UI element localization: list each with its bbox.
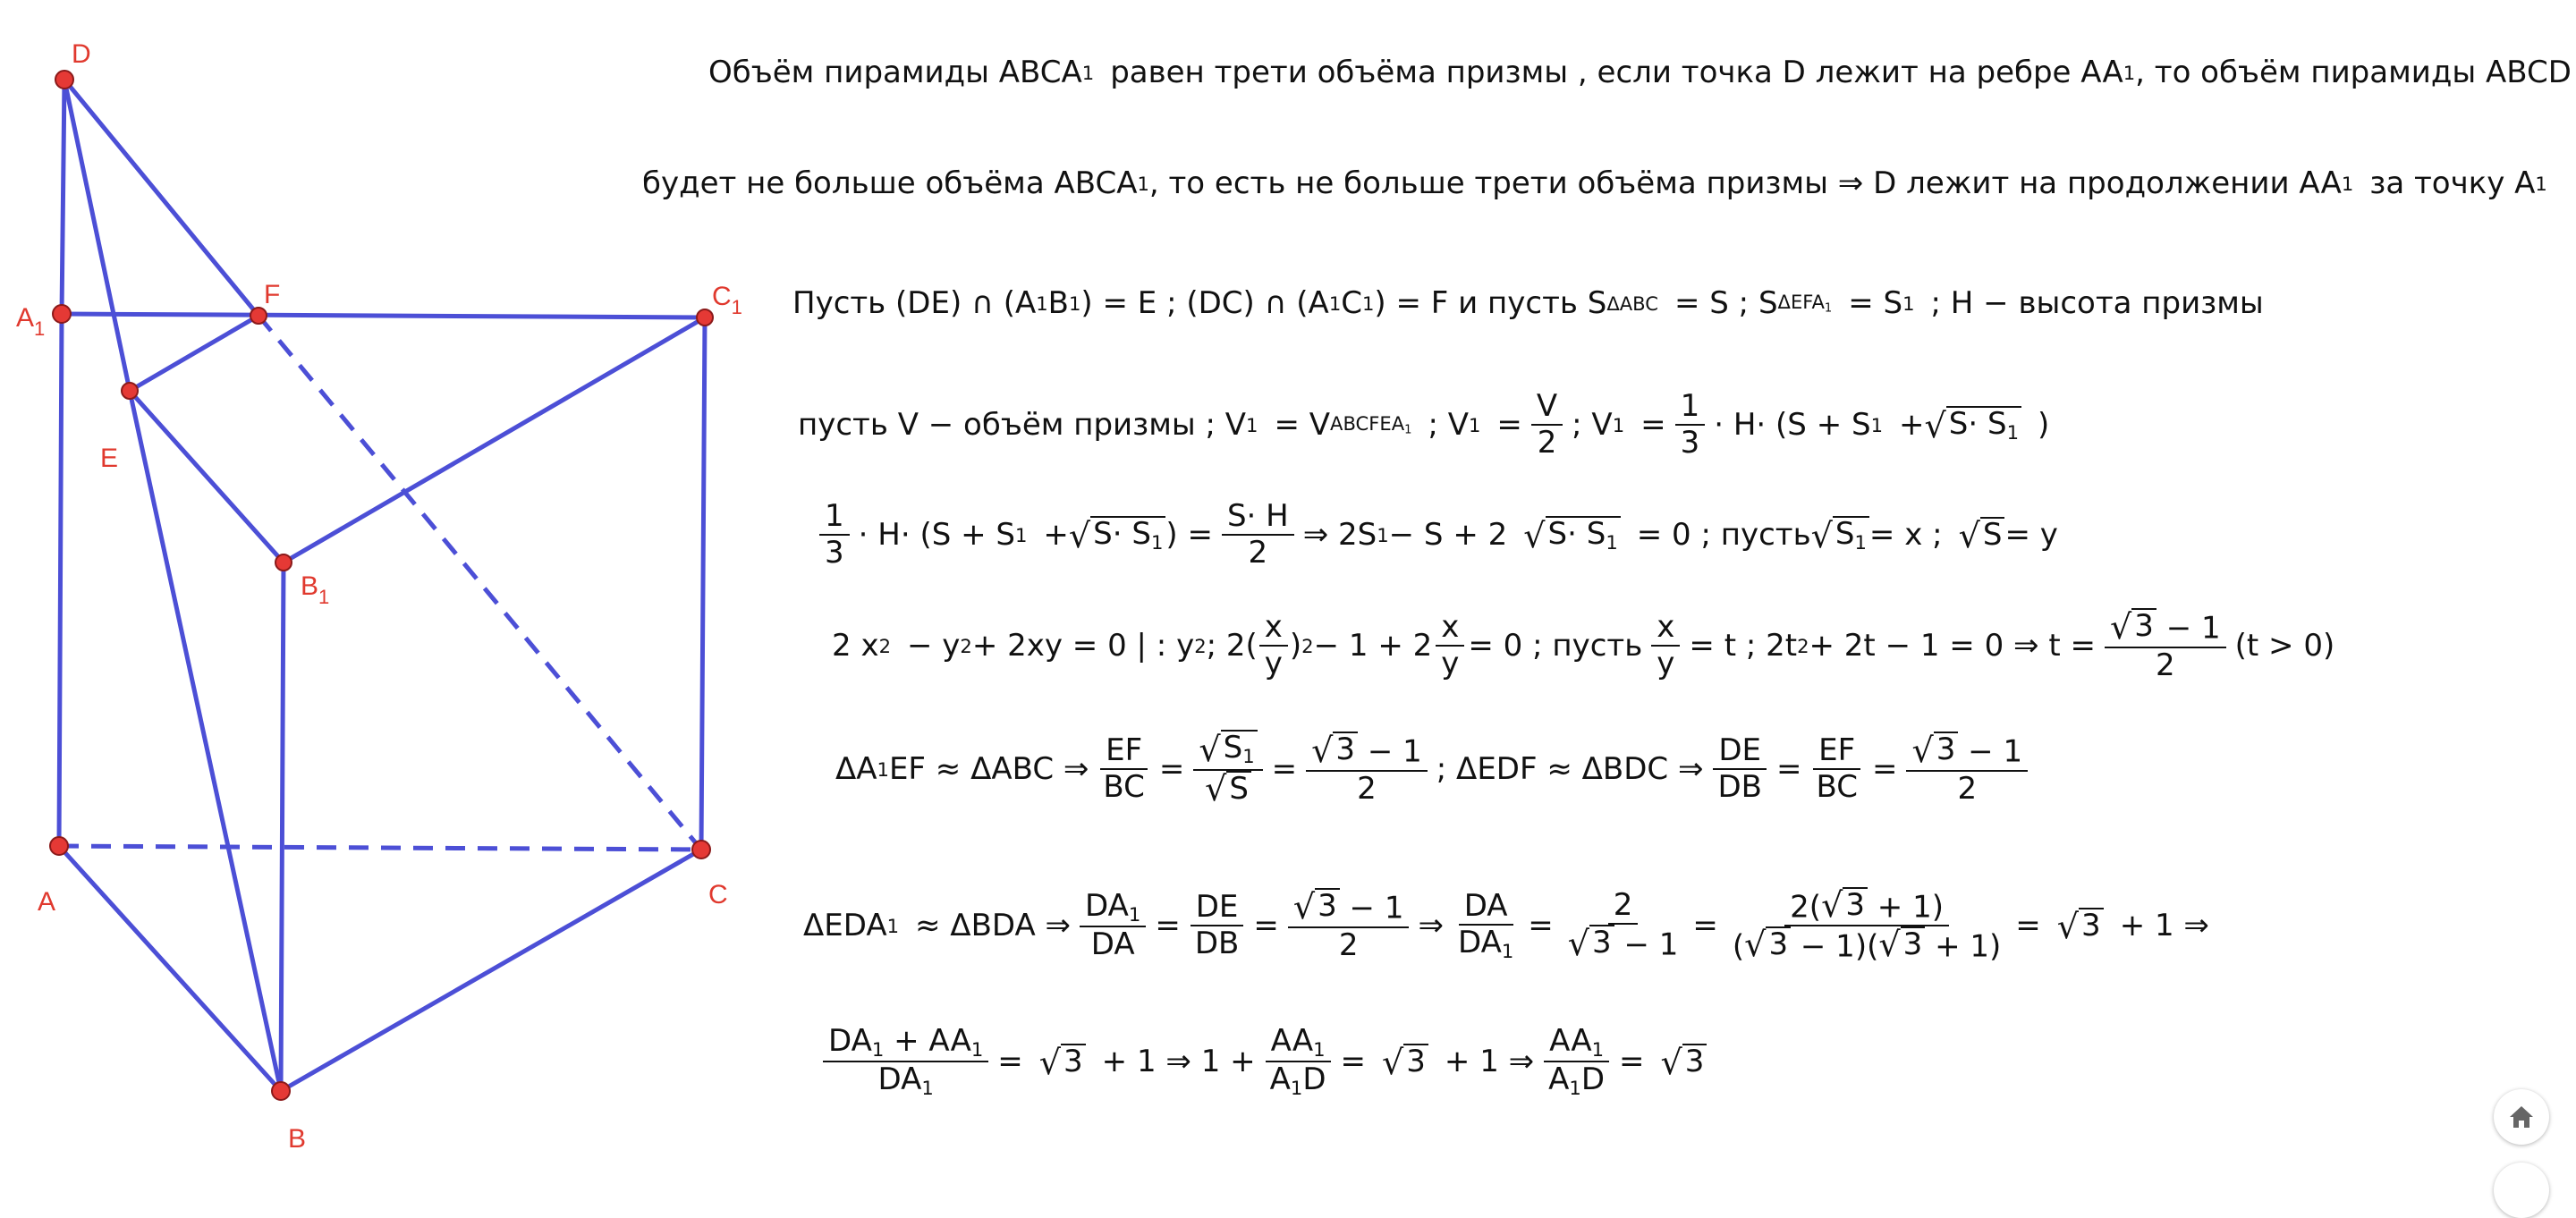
frac-DE-over-DB: $\frac{DE}{DB}$ [1712, 733, 1767, 805]
frac-V-over-2: $\frac{V}{2}$ [1531, 389, 1563, 461]
edge-A-A1 [59, 314, 62, 846]
label-A: A [38, 887, 56, 917]
edge-A1-C1 [62, 314, 705, 317]
frac-one-third: $\frac{1}{3}$ [1675, 389, 1706, 461]
label-C: C [708, 880, 728, 909]
edge-D-E [64, 80, 130, 391]
frac-AA1-over-A1D: $\frac{AA_1}{A_1D}$ [1265, 1024, 1332, 1099]
frac-DE-over-DB: $\frac{DE}{DB}$ [1190, 890, 1245, 961]
label-A1: $A_1$ [16, 303, 46, 340]
point-C1[interactable] [697, 309, 713, 326]
frac-DA1-plus-AA1-over-DA1: $\frac{DA_1 + AA_1}{DA_1}$ [823, 1024, 988, 1099]
text-line-6: 2 x 2 − y 2 + 2xy = 0 | : y 2 ; 2( $\frac{x}{y}$ ) 2 − 1 + 2 $\frac{x}{y}$ = 0 ; пусть $\frac{x}{y}$ = t ; 2t 2 + 2t − 1 = 0 ⇒ t = √ 3 − 1 2 (t > 0) [832, 606, 2335, 683]
label-E: E [100, 444, 119, 473]
sqrt-S-S1: √ $S\cdot S_1$ [1069, 516, 1165, 553]
edge-F-C-hidden [258, 316, 701, 850]
text-line-5: $\frac{1}{3}$ · H· (S + S 1 + √ $S\cdot S_1$ ) = $\frac{S\cdot H}{2}$ ⇒ 2S 1 − S + 2 √ $S\cdot S_1$ = 0 ; пусть √ $S_1$ = x ; √ S = y [810, 490, 2058, 579]
edge-E-F [130, 316, 258, 391]
frac-rationalized: 2( √ 3 + 1) ( √ 3 − 1)( √ 3 + 1) [1732, 884, 2002, 965]
edge-E-B1 [130, 391, 284, 562]
sqrt-3: √ 3 [1039, 1044, 1086, 1078]
frac-EF-over-BC: $\frac{EF}{BC}$ [1810, 733, 1862, 805]
point-A[interactable] [50, 837, 68, 855]
label-C1: $C_1$ [712, 282, 742, 318]
frac-sqrt3-minus-1-over-2: √ 3 − 1 2 [1306, 732, 1428, 807]
sqrt-3: √ 3 [1382, 1044, 1428, 1078]
point-F[interactable] [250, 308, 267, 324]
sqrt-S-S1: √ $S\cdot S_1$ [1925, 406, 2021, 443]
text-line-9: $\frac{DA_1 + AA_1}{DA_1}$ = √ 3 + 1 ⇒ 1 + $\frac{AA_1}{A_1D}$ = √ 3 + 1 ⇒ $\frac{AA_1}{A_1D}$ = √ 3 [814, 1012, 1707, 1111]
frac-2-over-sqrt3-minus-1: 2 √ 3 − 1 [1567, 887, 1679, 963]
edge-B-B1 [281, 562, 284, 1091]
label-B: B [288, 1124, 307, 1154]
sqrt-S-S1: √ $S\cdot S_1$ [1523, 516, 1620, 553]
frac-DA1-over-DA: $\frac{DA_1}{DA}$ [1080, 889, 1146, 962]
text-line-4: пусть V − объём призмы ; V 1 = V $ABCFEA_1$ ; V 1 = $\frac{V}{2}$ ; V 1 = $\frac{1}{3}$ · H· (S + S 1 + √ $S\cdot S_1$ ) [798, 387, 2050, 461]
edge-E-B [130, 391, 281, 1091]
text-line-7: ΔA 1 EF ≈ ΔABC ⇒ $\frac{EF}{BC}$ = √ $S_1$ √ S = √ 3 − 1 2 ; ΔEDF ≈ ΔBDC ⇒ $\frac{DE}{DB}$ = $\frac{EF}{BC}$ = √ 3 − 1 2 [835, 724, 2037, 814]
edge-C1-C [701, 317, 705, 850]
edge-A1-D [62, 80, 64, 314]
home-button[interactable] [2494, 1089, 2549, 1145]
point-B1[interactable] [275, 554, 292, 571]
sqrt-S1: √ $S_1$ [1811, 516, 1869, 553]
frac-AA1-over-A1D: $\frac{AA_1}{A_1D}$ [1543, 1024, 1610, 1099]
text-line-1: Объём пирамиды ABCA 1 равен трети объёма призмы , если точка D лежит на ребре AA 1 , то объём пирамиды ABCD [708, 55, 2572, 90]
home-icon [2508, 1104, 2535, 1129]
frac-sqrtS1-over-sqrtS: √ $S_1$ √ S [1193, 730, 1262, 808]
point-C[interactable] [692, 841, 710, 859]
sqrt-3: √ 3 [1661, 1044, 1707, 1078]
sqrt-3: √ 3 [2057, 908, 2104, 943]
edge-D-F [64, 80, 258, 316]
frac-DA-over-DA1: $\frac{DA}{DA_1}$ [1457, 887, 1514, 962]
frac-x-over-y: $\frac{x}{y}$ [1436, 610, 1464, 681]
frac-sqrt3-minus-1-over-2: √ 3 − 1 2 [2105, 608, 2226, 683]
text-line-8: ΔEDA 1 ≈ ΔBDA ⇒ $\frac{DA_1}{DA}$ = $\frac{DE}{DB}$ = √ 3 − 1 2 ⇒ $\frac{DA}{DA_1}$ = 2 √ 3 − 1 = 2( √ 3 + 1) ( √ 3 − 1)( √ 3 + 1) = √ 3 + 1 ⇒ [803, 884, 2209, 965]
frac-sqrt3-minus-1-over-2: √ 3 − 1 2 [1906, 732, 2028, 807]
frac-SH-over-2: $\frac{S\cdot H}{2}$ [1222, 499, 1294, 571]
text-line-2: будет не больше объёма ABCA 1 , то есть не больше трети объёма призмы ⇒ D лежит на продолжении AA 1 за точку A 1 [642, 165, 2547, 201]
label-D: D [72, 39, 91, 69]
frac-x-over-y: $\frac{x}{y}$ [1259, 610, 1288, 681]
label-B1: $B_1$ [301, 571, 330, 608]
edge-A-C-hidden [59, 846, 701, 850]
zoom-button[interactable] [2494, 1163, 2549, 1218]
frac-one-third: $\frac{1}{3}$ [819, 499, 850, 571]
point-E[interactable] [122, 383, 138, 399]
edge-B-C [281, 850, 701, 1091]
edge-A-B [59, 846, 281, 1091]
point-D[interactable] [55, 71, 73, 89]
text-line-3: Пусть (DE) ∩ (A 1 B 1 ) = E ; (DC) ∩ (A 1 C 1 ) = F и пусть S ΔABC = S ; S $\Delta EFA_1$ = S 1 ; H − высота призмы [792, 285, 2264, 321]
label-F: F [264, 280, 281, 309]
frac-x-over-y: $\frac{x}{y}$ [1651, 610, 1680, 681]
sqrt-S: √ S [1959, 517, 2005, 552]
edge-B1-C1 [284, 317, 705, 562]
point-B[interactable] [272, 1082, 290, 1100]
frac-sqrt3-minus-1-over-2: √ 3 − 1 2 [1288, 888, 1410, 963]
frac-EF-over-BC: $\frac{EF}{BC}$ [1097, 733, 1149, 805]
point-A1[interactable] [53, 305, 71, 323]
